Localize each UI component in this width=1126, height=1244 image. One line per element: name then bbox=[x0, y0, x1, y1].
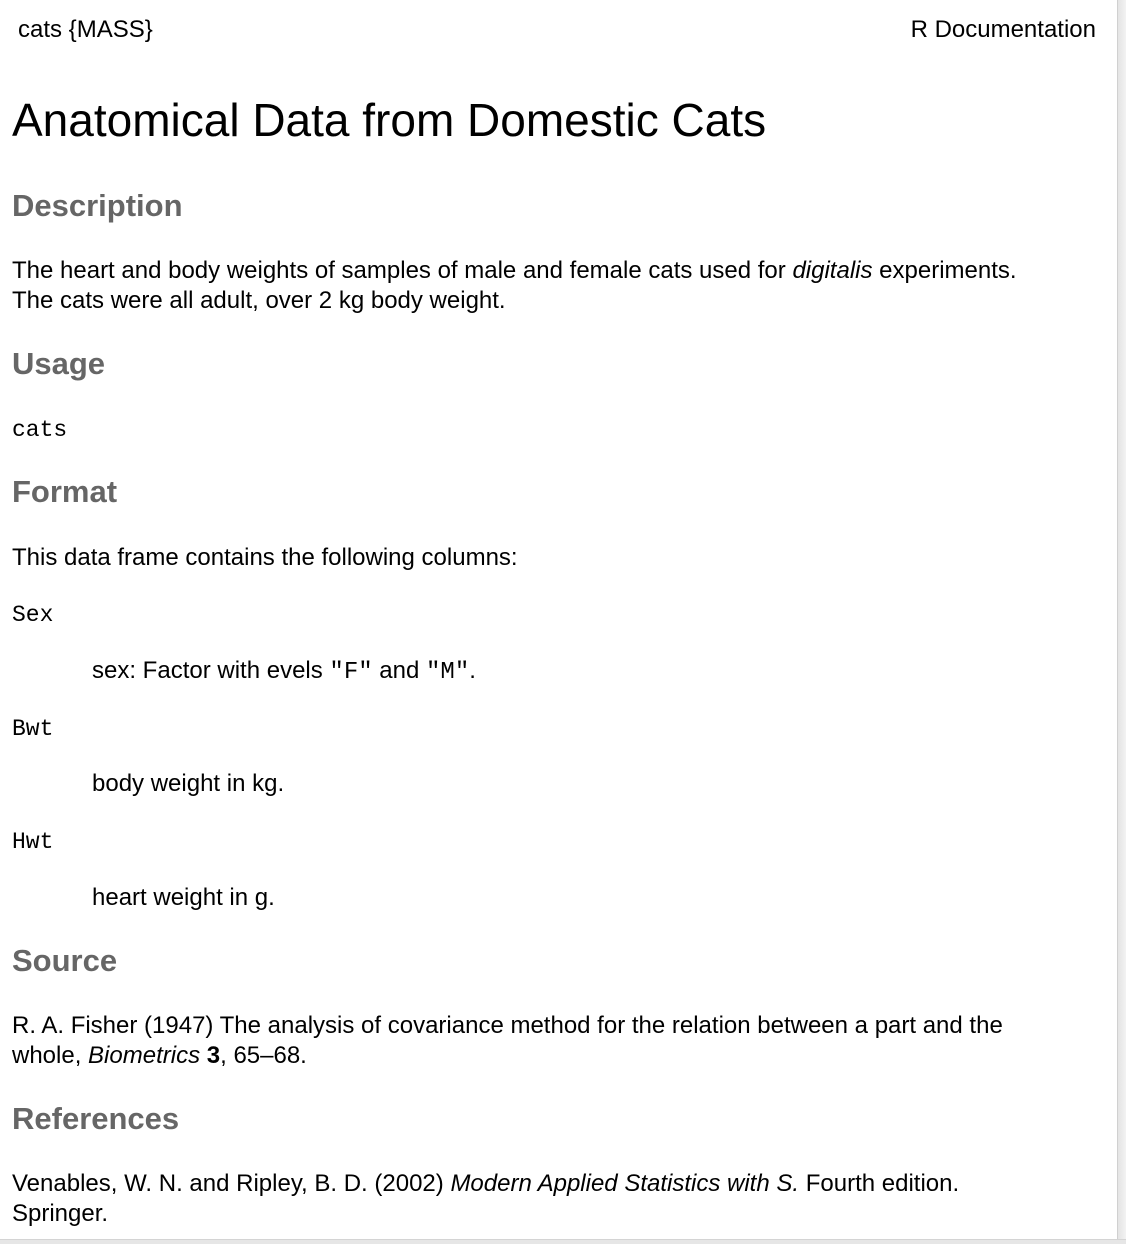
references-book-title: Modern Applied Statistics with S. bbox=[450, 1170, 800, 1197]
source-journal: Biometrics bbox=[88, 1042, 201, 1069]
column-name-hwt: Hwt bbox=[12, 829, 54, 855]
description-text bbox=[12, 256, 1112, 316]
source-line2-a: whole, bbox=[12, 1042, 89, 1069]
usage-code: cats bbox=[12, 417, 68, 443]
references-heading: References bbox=[12, 1101, 180, 1136]
column-name-bwt: Bwt bbox=[12, 716, 54, 742]
column-desc-sex-b: and bbox=[372, 657, 427, 684]
page-header bbox=[18, 16, 1096, 48]
description-line2: The cats were all adult, over 2 kg body weight. bbox=[12, 287, 506, 314]
column-desc-hwt: heart weight in g. bbox=[92, 884, 275, 911]
topic-label: cats {MASS} bbox=[18, 16, 153, 43]
column-name-sex: Sex bbox=[12, 602, 54, 628]
source-text bbox=[12, 1011, 1112, 1071]
description-heading: Description bbox=[12, 188, 183, 223]
column-desc-sex bbox=[92, 656, 476, 688]
level-m-code: "M" bbox=[426, 659, 470, 686]
usage-heading: Usage bbox=[12, 346, 106, 381]
description-line1-b: experiments. bbox=[872, 257, 1017, 284]
vertical-scrollbar[interactable] bbox=[1117, 0, 1126, 1244]
references-text bbox=[12, 1169, 1112, 1229]
source-line1: R. A. Fisher (1947) The analysis of covariance method for the relation between a part and the bbox=[12, 1012, 1003, 1039]
description-line1-a: The heart and body weights of samples of male and female cats used for bbox=[12, 257, 793, 284]
description-line1-italic: digitalis bbox=[792, 257, 873, 284]
source-volume: 3 bbox=[206, 1042, 221, 1069]
references-line2: Springer. bbox=[12, 1200, 109, 1227]
source-heading: Source bbox=[12, 943, 118, 978]
doc-label: R Documentation bbox=[910, 16, 1096, 43]
level-f-code: "F" bbox=[329, 659, 373, 686]
references-line1-b: Fourth edition. bbox=[799, 1170, 960, 1197]
column-desc-sex-a: sex: Factor with evels bbox=[92, 657, 330, 684]
horizontal-scroll-edge bbox=[0, 1239, 1126, 1244]
page-title: Anatomical Data from Domestic Cats bbox=[12, 94, 767, 146]
source-line2-b: , 65–68. bbox=[220, 1042, 307, 1069]
format-intro: This data frame contains the following columns: bbox=[12, 544, 518, 571]
references-line1-a: Venables, W. N. and Ripley, B. D. (2002) bbox=[12, 1170, 451, 1197]
column-desc-bwt: body weight in kg. bbox=[92, 770, 285, 797]
format-heading: Format bbox=[12, 474, 118, 509]
column-desc-sex-c: . bbox=[469, 657, 476, 684]
